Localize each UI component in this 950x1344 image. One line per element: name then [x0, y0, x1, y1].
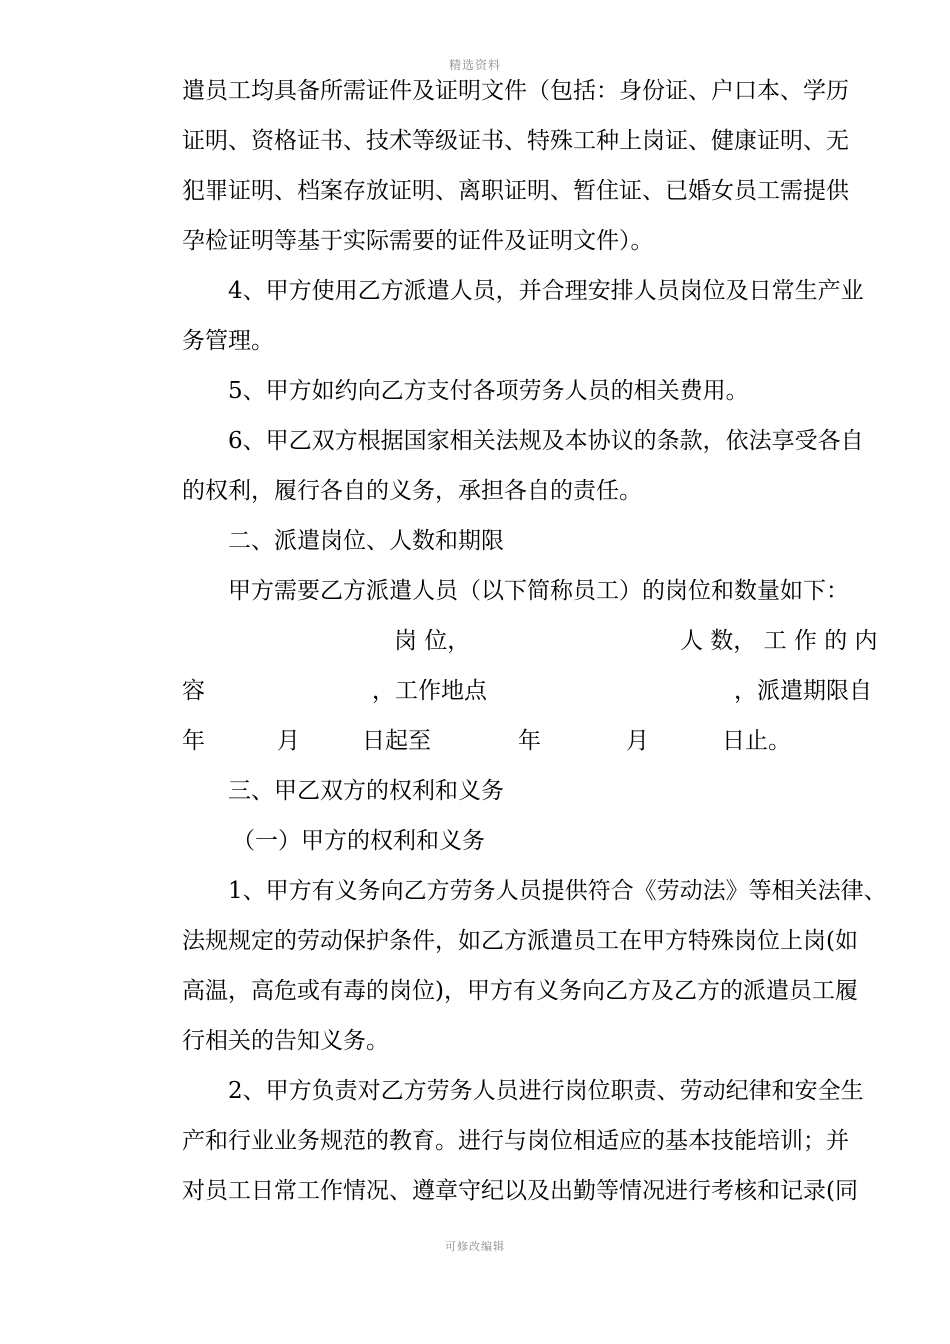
text-line: 甲方需要乙方派遣人员（以下简称员工）的岗位和数量如下：	[228, 578, 849, 604]
text-line: 孕检证明等基于实际需要的证件及证明文件）。	[182, 228, 654, 254]
text-line: 6、甲乙双方根据国家相关法规及本协议的条款，依法享受各自	[228, 428, 864, 454]
place-label: ，工作地点	[372, 678, 487, 704]
text-line: 2、甲方负责对乙方劳务人员进行岗位职责、劳动纪律和安全生	[228, 1078, 864, 1104]
text-line: 犯罪证明、档案存放证明、离职证明、暂住证、已婚女员工需提供	[182, 178, 849, 204]
post-label: 岗 位，	[394, 628, 471, 654]
text-line: 的权利，履行各自的义务，承担各自的责任。	[182, 478, 642, 504]
text-line: 4、甲方使用乙方派遣人员，并合理安排人员岗位及日常生产业	[228, 278, 864, 304]
text-line: 1、甲方有义务向乙方劳务人员提供符合《劳动法》等相关法律、	[228, 878, 887, 904]
period-label: ，派遣期限自	[734, 678, 872, 704]
year-label: 年	[518, 728, 541, 754]
month-label: 月	[277, 728, 300, 754]
content-tail: 容	[182, 678, 205, 704]
form-line-post	[182, 616, 882, 666]
month-label: 月	[626, 728, 649, 754]
text-line: 务管理。	[182, 328, 274, 354]
section-heading: 二、派遣岗位、人数和期限	[228, 528, 504, 554]
form-line-dates	[182, 716, 882, 766]
text-line: 产和行业业务规范的教育。进行与岗位相适应的基本技能培训；并	[182, 1128, 849, 1154]
text-line: 5、甲方如约向乙方支付各项劳务人员的相关费用。	[228, 378, 749, 404]
count-label: 人 数， 工 作 的 内	[680, 628, 878, 654]
text-line: 法规规定的劳动保护条件，如乙方派遣员工在甲方特殊岗位上岗(如	[182, 928, 858, 954]
text-line: 证明、资格证书、技术等级证书、特殊工种上岗证、健康证明、无	[182, 128, 849, 154]
year-label: 年	[182, 728, 205, 754]
text-line: 行相关的告知义务。	[182, 1028, 389, 1054]
from-label: 日起至	[362, 728, 431, 754]
footer-watermark: 可修改编辑	[445, 1240, 505, 1253]
header-watermark: 精选资料	[448, 58, 501, 72]
text-line: 遣员工均具备所需证件及证明文件（包括：身份证、户口本、学历	[182, 78, 849, 104]
text-line: 高温，高危或有毒的岗位)，甲方有义务向乙方及乙方的派遣员工履	[182, 978, 858, 1004]
text-line: 对员工日常工作情况、遵章守纪以及出勤等情况进行考核和记录(同	[182, 1178, 858, 1204]
document-body	[182, 66, 887, 1216]
end-label: 日止。	[722, 728, 791, 754]
section-heading: 三、甲乙双方的权利和义务	[228, 778, 504, 804]
form-line-place	[182, 666, 882, 716]
subsection-heading: （一）甲方的权利和义务	[232, 828, 485, 854]
